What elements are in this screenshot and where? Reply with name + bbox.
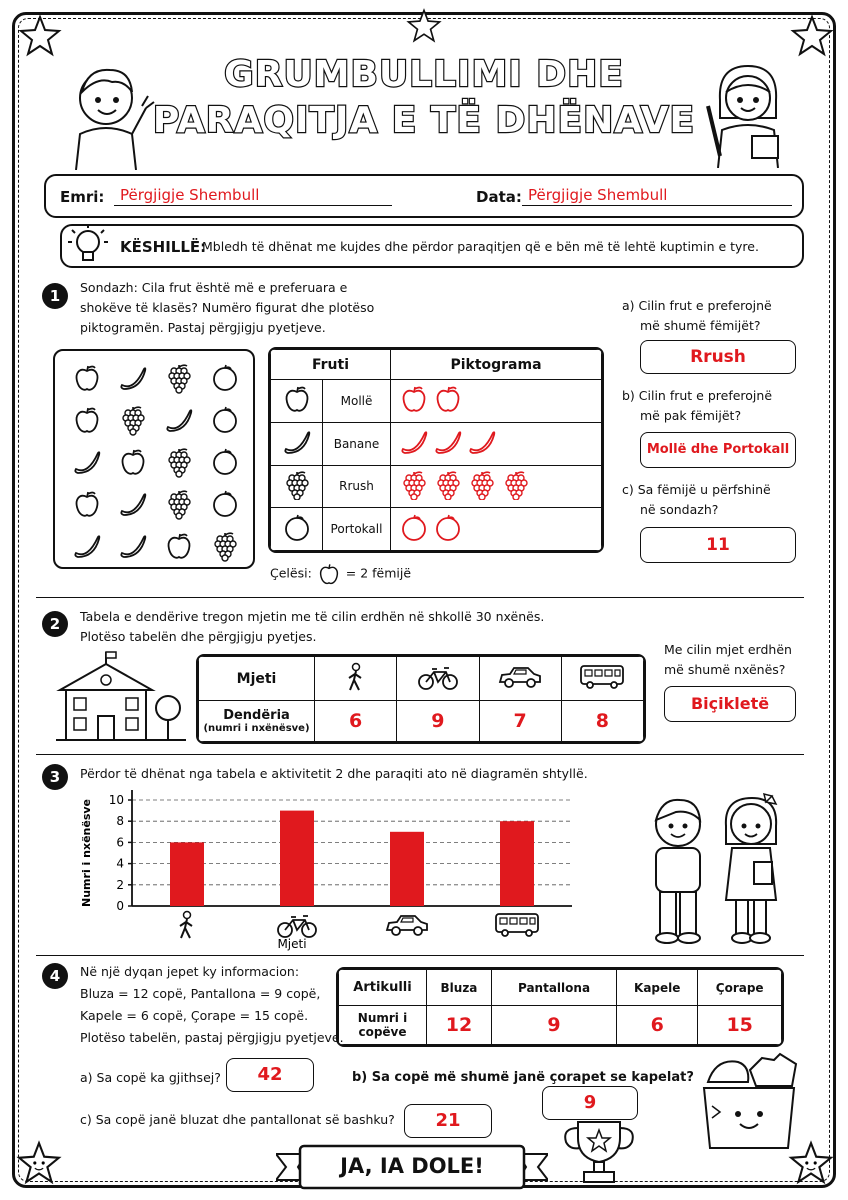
header-col: Çorape [698,970,782,1006]
banana-icon [121,494,145,515]
tip-label: KËSHILLË: [120,238,207,256]
y-tick-label: 4 [116,856,124,871]
row-label-count: Numri i copëve [339,1006,427,1045]
girl-illustration [700,56,796,168]
clothes-box-illustration [698,1052,808,1152]
frequency-cell[interactable]: 6 [315,701,397,742]
row-label-mode: Mjeti [199,657,315,701]
header-pictogram: Piktograma [391,350,602,380]
name-date-bar [44,174,804,218]
grapes-icon [169,449,190,477]
table-row [271,508,602,551]
count-cell[interactable]: 9 [491,1006,616,1045]
banana-icon [121,536,145,557]
x-axis-label: Mjeti [277,937,307,951]
boy-illustration [58,58,158,170]
mode-icon-cell [397,657,479,701]
date-label: Data: [476,188,522,206]
question-c: c) Sa fëmijë u përfshinë në sondazh? [622,482,771,517]
footer-banner-text: JA, IA DOLE! [340,1154,484,1178]
task4-instructions: Në një dyqan jepet ky informacion: Bluza = 12 copë, Pantallona = 9 copë, Kapele = 6 copë, Çorape = 15 copë. Plotëso tabelën, pastaj përgjigju pyetjeve. [80,964,344,1045]
row-label: Banane [323,422,391,465]
pictogram-grapes-icon [506,472,527,500]
apple-icon [77,366,98,390]
pictogram-key [270,562,411,586]
pictogram-orange-icon [437,515,459,540]
bar [170,842,204,906]
task2-instructions: Tabela e dendërive tregon mjetin me të cilin erdhën në shkollë 30 nxënës. Plotëso tabelën dhe përgjigju pyetjes. [80,609,545,644]
frequency-cell[interactable]: 9 [397,701,479,742]
grapes-icon [282,470,312,500]
task-number: 2 [42,611,68,637]
pictogram-grapes-icon [472,472,493,500]
banana-icon [167,410,191,431]
bar-chart [70,784,590,954]
header-col: Kapele [617,970,698,1006]
banana-icon [121,368,145,389]
task4-question-a: a) Sa copë ka gjithsej? [80,1070,221,1085]
car-icon [496,662,544,692]
orange-icon [282,513,312,543]
items-table [336,967,784,1047]
star-icon [790,14,834,58]
y-tick-label: 0 [116,899,124,913]
pictogram-banana-icon [470,432,494,453]
task1-instructions: Sondazh: Cila frut është më e preferuara e shokëve të klasës? Numëro figurat dhe plotëso piktogramën. Pastaj përgjigju pyetjeve. [80,280,375,335]
row-icon [271,380,323,423]
star-icon [16,1140,62,1186]
key-text: = 2 fëmijë [345,565,412,581]
bus-icon [578,662,626,692]
bus-icon [496,914,538,936]
row-icon [271,422,323,465]
header-col: Pantallona [491,970,616,1006]
section-divider [36,754,804,755]
banana-icon [282,427,312,457]
apple-icon [169,534,190,558]
date-value: Përgjigje Shembull [528,186,668,204]
apple-icon [316,562,342,586]
pictogram-banana-icon [436,432,460,453]
pictogram-cell [391,508,602,551]
walking-icon [332,662,380,692]
y-tick-label: 6 [116,835,124,850]
frequency-cell[interactable]: 8 [561,701,643,742]
y-tick-label: 2 [116,877,124,892]
grapes-icon [169,491,190,519]
bar [390,832,424,906]
grapes-icon [215,533,236,561]
row-icon [271,465,323,508]
pictogram-apple-icon [404,387,425,411]
y-tick-label: 10 [108,793,124,807]
walking-icon [180,912,192,939]
table-row [271,422,602,465]
trophy-icon [558,1118,640,1190]
orange-icon [214,449,236,474]
pictogram-cell [391,465,602,508]
pictogram-table [268,347,604,553]
task-number: 1 [42,283,68,309]
kids-illustration [640,790,790,946]
question-b: b) Cilin frut e preferojnë më pak fëmijët? [622,388,773,423]
school-illustration [56,650,186,744]
header-col: Bluza [427,970,492,1006]
task2-answer-box[interactable]: Biçikletë [664,686,796,722]
apple-icon [77,408,98,432]
pictogram-orange-icon [403,515,425,540]
task4-answer-a-box[interactable]: 42 [226,1058,314,1092]
pictogram-grapes-icon [438,472,459,500]
apple-icon [123,450,144,474]
task4-answer-b-box[interactable]: 9 [542,1086,638,1120]
orange-icon [214,491,236,516]
fruit-grid [53,349,255,569]
banana-icon [75,536,99,557]
orange-icon [214,365,236,390]
tip-box [60,224,804,268]
task-number: 3 [42,764,68,790]
section-divider [36,597,804,598]
apple-icon [282,384,312,414]
row-label: Rrush [323,465,391,508]
header-item: Artikulli [339,970,427,1006]
task4-answer-c-box[interactable]: 21 [404,1104,492,1138]
row-label: Portokall [323,508,391,551]
mode-icon-cell [315,657,397,701]
grapes-icon [123,407,144,435]
task2-question: Me cilin mjet erdhën më shumë nxënës? [664,642,792,677]
pictogram-banana-icon [402,432,426,453]
banana-icon [75,452,99,473]
count-cell[interactable]: 15 [698,1006,782,1045]
header-fruit: Fruti [271,350,391,380]
star-icon [406,8,442,44]
mode-icon-cell [561,657,643,701]
count-cell[interactable]: 12 [427,1006,492,1045]
task3-instructions: Përdor të dhënat nga tabela e aktivitetit 2 dhe paraqiti ato në diagramën shtyllë. [80,766,588,781]
row-icon [271,508,323,551]
key-label: Çelësi: [270,565,312,581]
bar [280,811,314,906]
mode-icon-cell [479,657,561,701]
frequency-cell[interactable]: 7 [479,701,561,742]
table-row [271,380,602,423]
task4-question-c: c) Sa copë janë bluzat dhe pantallonat së bashku? [80,1112,395,1127]
y-axis-label: Numri i nxënësve [80,799,93,907]
question-a: a) Cilin frut e preferojnë më shumë fëmijët? [622,298,772,333]
row-label-frequency: Dendëria (numri i nxënësve) [199,701,315,742]
answer-c-box[interactable]: 11 [640,527,796,563]
frequency-table [196,654,646,744]
pictogram-apple-icon [438,387,459,411]
bar [500,821,534,906]
pictogram-cell [391,422,602,465]
tip-text: Mbledh të dhënat me kujdes dhe përdor paraqitjen që e bën më të lehtë kuptimin e tyre. [202,239,759,254]
row-label: Mollë [323,380,391,423]
car-icon [387,916,427,935]
orange-icon [214,407,236,432]
pictogram-grapes-icon [404,472,425,500]
section-divider [36,955,804,956]
star-icon [18,14,62,58]
task4-question-b: b) Sa copë më shumë janë çorapet se kapelat? [352,1070,694,1085]
page-title: GRUMBULLIMI DHE PARAQITJA E TË DHËNAVE [152,54,696,141]
pictogram-cell [391,380,602,423]
table-row [271,465,602,508]
count-cell[interactable]: 6 [617,1006,698,1045]
name-value: Përgjigje Shembull [120,186,260,204]
apple-icon [77,492,98,516]
task-number: 4 [42,963,68,989]
bicycle-icon [414,662,462,692]
grapes-icon [169,365,190,393]
answer-a-box[interactable]: Rrush [640,340,796,374]
name-label: Emri: [60,188,105,206]
answer-b-box[interactable]: Mollë dhe Portokall [640,432,796,468]
y-tick-label: 8 [116,814,124,829]
bicycle-icon [278,916,316,937]
